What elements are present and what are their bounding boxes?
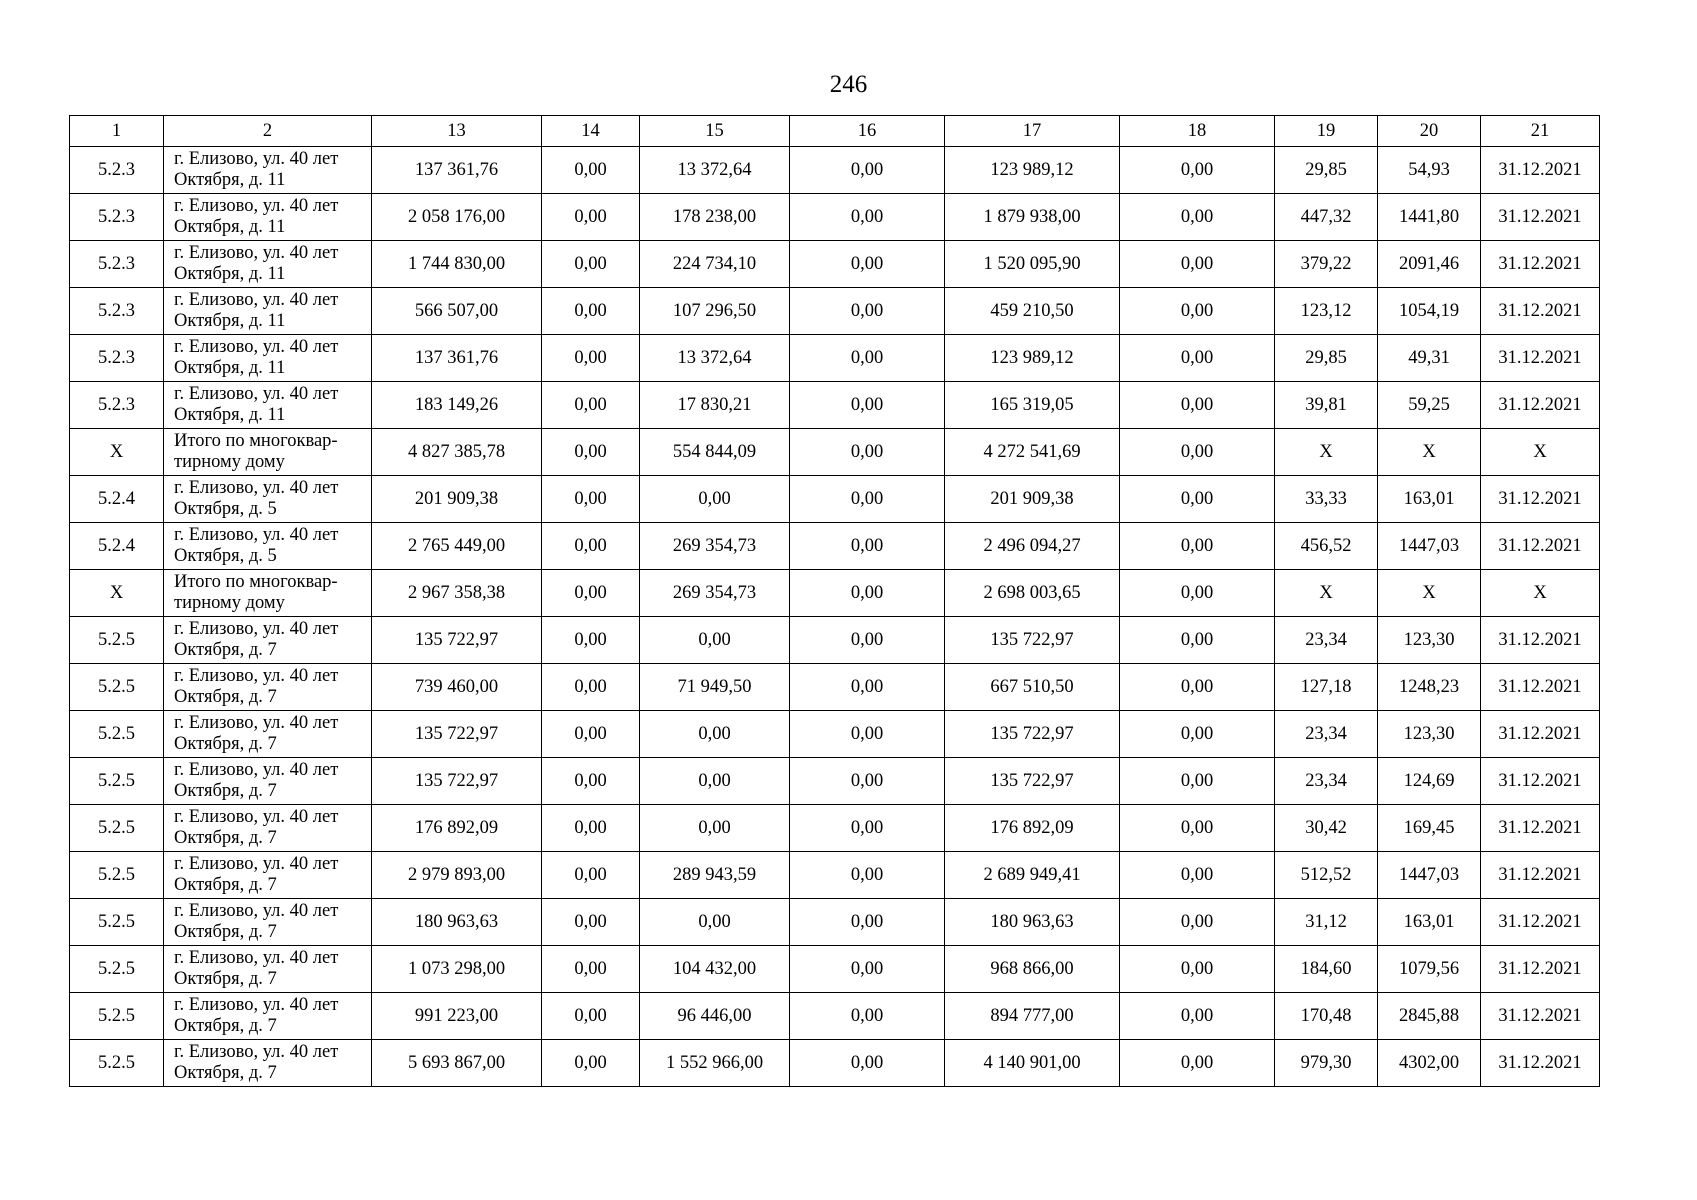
column-header: 13 xyxy=(372,116,542,147)
table-cell: 13 372,64 xyxy=(640,335,790,382)
table-cell: 269 354,73 xyxy=(640,570,790,617)
table-cell: 0,00 xyxy=(640,758,790,805)
table-cell: 31.12.2021 xyxy=(1481,241,1600,288)
table-cell: 0,00 xyxy=(542,617,640,664)
table-cell: 269 354,73 xyxy=(640,523,790,570)
column-header: 14 xyxy=(542,116,640,147)
table-cell: 5.2.5 xyxy=(70,664,164,711)
table-cell: 5.2.3 xyxy=(70,382,164,429)
table-cell: 0,00 xyxy=(542,241,640,288)
table-cell: 0,00 xyxy=(1120,147,1275,194)
table-cell: 31.12.2021 xyxy=(1481,946,1600,993)
table-cell: 135 722,97 xyxy=(372,711,542,758)
table-cell: X xyxy=(1275,570,1378,617)
table-cell: 5.2.3 xyxy=(70,147,164,194)
table-cell: 104 432,00 xyxy=(640,946,790,993)
table-cell: 0,00 xyxy=(790,852,945,899)
table-cell: 991 223,00 xyxy=(372,993,542,1040)
table-row xyxy=(70,664,1600,711)
table-cell: 135 722,97 xyxy=(372,617,542,664)
table-cell: 0,00 xyxy=(1120,711,1275,758)
table-cell: 0,00 xyxy=(542,335,640,382)
table-row xyxy=(70,382,1600,429)
table-cell: 2 058 176,00 xyxy=(372,194,542,241)
table-cell: 0,00 xyxy=(542,711,640,758)
table-row xyxy=(70,993,1600,1040)
address-cell: Итого по многоквар- тирному дому xyxy=(164,570,372,617)
table-cell: 176 892,09 xyxy=(945,805,1120,852)
table-cell: 0,00 xyxy=(790,899,945,946)
column-header: 21 xyxy=(1481,116,1600,147)
table-cell: 71 949,50 xyxy=(640,664,790,711)
table-cell: 31.12.2021 xyxy=(1481,476,1600,523)
table-cell: 1054,19 xyxy=(1378,288,1481,335)
table-cell: 0,00 xyxy=(1120,664,1275,711)
table-cell: 0,00 xyxy=(542,194,640,241)
table-cell: 0,00 xyxy=(1120,194,1275,241)
address-cell: г. Елизово, ул. 40 лет Октября, д. 5 xyxy=(164,523,372,570)
table-cell: 31.12.2021 xyxy=(1481,993,1600,1040)
table-row xyxy=(70,899,1600,946)
address-cell: г. Елизово, ул. 40 лет Октября, д. 11 xyxy=(164,147,372,194)
address-cell: г. Елизово, ул. 40 лет Октября, д. 11 xyxy=(164,241,372,288)
table-cell: 183 149,26 xyxy=(372,382,542,429)
table-cell: 0,00 xyxy=(542,382,640,429)
table-cell: 169,45 xyxy=(1378,805,1481,852)
table-cell: 201 909,38 xyxy=(945,476,1120,523)
table-cell: 554 844,09 xyxy=(640,429,790,476)
table-cell: 1447,03 xyxy=(1378,523,1481,570)
table-cell: 0,00 xyxy=(790,288,945,335)
address-cell: г. Елизово, ул. 40 лет Октября, д. 7 xyxy=(164,852,372,899)
address-cell: г. Елизово, ул. 40 лет Октября, д. 11 xyxy=(164,382,372,429)
table-cell: 184,60 xyxy=(1275,946,1378,993)
table-cell: 2845,88 xyxy=(1378,993,1481,1040)
table-cell: 124,69 xyxy=(1378,758,1481,805)
table-cell: 165 319,05 xyxy=(945,382,1120,429)
table-row xyxy=(70,476,1600,523)
table-cell: 0,00 xyxy=(1120,429,1275,476)
table-cell: 0,00 xyxy=(1120,993,1275,1040)
table-cell: 107 296,50 xyxy=(640,288,790,335)
table-cell: 5.2.5 xyxy=(70,993,164,1040)
table-cell: 0,00 xyxy=(640,617,790,664)
column-header: 2 xyxy=(164,116,372,147)
table-row xyxy=(70,758,1600,805)
table-cell: 29,85 xyxy=(1275,335,1378,382)
table-cell: 1 073 298,00 xyxy=(372,946,542,993)
table-cell: X xyxy=(1378,570,1481,617)
table-cell: 1248,23 xyxy=(1378,664,1481,711)
table-cell: 0,00 xyxy=(790,617,945,664)
table-cell: 31.12.2021 xyxy=(1481,1040,1600,1087)
table-cell: 0,00 xyxy=(542,476,640,523)
table-cell: 170,48 xyxy=(1275,993,1378,1040)
table-cell: 4 827 385,78 xyxy=(372,429,542,476)
table-cell: 894 777,00 xyxy=(945,993,1120,1040)
table-row xyxy=(70,194,1600,241)
table-cell: 5.2.5 xyxy=(70,852,164,899)
table-cell: X xyxy=(1481,570,1600,617)
table-row xyxy=(70,429,1600,476)
table-cell: 135 722,97 xyxy=(945,758,1120,805)
table-cell: 1 879 938,00 xyxy=(945,194,1120,241)
table-cell: 5.2.5 xyxy=(70,1040,164,1087)
table-cell: 0,00 xyxy=(542,993,640,1040)
table-body xyxy=(70,116,1600,1087)
table-cell: 0,00 xyxy=(790,429,945,476)
table-row xyxy=(70,241,1600,288)
table-cell: 0,00 xyxy=(1120,805,1275,852)
table-cell: 1 552 966,00 xyxy=(640,1040,790,1087)
table-cell: 667 510,50 xyxy=(945,664,1120,711)
data-table xyxy=(69,115,1600,1087)
table-cell: 31.12.2021 xyxy=(1481,523,1600,570)
table-cell: 0,00 xyxy=(542,570,640,617)
table-cell: 5.2.5 xyxy=(70,617,164,664)
table-cell: 5.2.5 xyxy=(70,899,164,946)
table-cell: 459 210,50 xyxy=(945,288,1120,335)
table-cell: 0,00 xyxy=(542,946,640,993)
table-cell: 0,00 xyxy=(1120,946,1275,993)
table-row xyxy=(70,288,1600,335)
address-cell: г. Елизово, ул. 40 лет Октября, д. 7 xyxy=(164,993,372,1040)
table-cell: 5.2.5 xyxy=(70,758,164,805)
table-cell: 0,00 xyxy=(790,1040,945,1087)
table-cell: 5.2.5 xyxy=(70,805,164,852)
column-header: 20 xyxy=(1378,116,1481,147)
table-cell: 180 963,63 xyxy=(945,899,1120,946)
table-cell: 1 520 095,90 xyxy=(945,241,1120,288)
table-cell: 23,34 xyxy=(1275,711,1378,758)
table-cell: 0,00 xyxy=(790,194,945,241)
table-cell: 0,00 xyxy=(542,1040,640,1087)
table-cell: 0,00 xyxy=(542,147,640,194)
table-row xyxy=(70,852,1600,899)
table-cell: 5.2.5 xyxy=(70,946,164,993)
table-cell: 23,34 xyxy=(1275,617,1378,664)
table-cell: 178 238,00 xyxy=(640,194,790,241)
address-cell: г. Елизово, ул. 40 лет Октября, д. 7 xyxy=(164,711,372,758)
table-cell: 135 722,97 xyxy=(945,711,1120,758)
table-cell: 0,00 xyxy=(790,946,945,993)
table-cell: 0,00 xyxy=(542,664,640,711)
table-cell: 0,00 xyxy=(790,758,945,805)
table-cell: 31.12.2021 xyxy=(1481,335,1600,382)
table-cell: 2 765 449,00 xyxy=(372,523,542,570)
address-cell: г. Елизово, ул. 40 лет Октября, д. 11 xyxy=(164,194,372,241)
table-cell: 135 722,97 xyxy=(945,617,1120,664)
table-cell: 0,00 xyxy=(1120,241,1275,288)
table-cell: 5.2.3 xyxy=(70,194,164,241)
page-number: 246 xyxy=(829,71,868,98)
table-cell: 123 989,12 xyxy=(945,147,1120,194)
table-cell: 0,00 xyxy=(1120,335,1275,382)
table-cell: 123 989,12 xyxy=(945,335,1120,382)
table-cell: 0,00 xyxy=(790,711,945,758)
column-header: 19 xyxy=(1275,116,1378,147)
table-cell: 1079,56 xyxy=(1378,946,1481,993)
table-cell: 31.12.2021 xyxy=(1481,852,1600,899)
table-cell: 123,12 xyxy=(1275,288,1378,335)
table-cell: 180 963,63 xyxy=(372,899,542,946)
table-cell: 0,00 xyxy=(790,570,945,617)
address-cell: г. Елизово, ул. 40 лет Октября, д. 7 xyxy=(164,805,372,852)
table-cell: 39,81 xyxy=(1275,382,1378,429)
table-cell: 0,00 xyxy=(1120,617,1275,664)
table-cell: 135 722,97 xyxy=(372,758,542,805)
address-cell: г. Елизово, ул. 40 лет Октября, д. 5 xyxy=(164,476,372,523)
column-header: 1 xyxy=(70,116,164,147)
table-cell: 0,00 xyxy=(790,335,945,382)
table-cell: 2 979 893,00 xyxy=(372,852,542,899)
table-cell: 0,00 xyxy=(640,476,790,523)
table-cell: 5.2.5 xyxy=(70,711,164,758)
table-cell: 2 496 094,27 xyxy=(945,523,1120,570)
address-cell: Итого по многоквар- тирному дому xyxy=(164,429,372,476)
table-cell: 31.12.2021 xyxy=(1481,664,1600,711)
table-cell: 512,52 xyxy=(1275,852,1378,899)
table-cell: 23,34 xyxy=(1275,758,1378,805)
table-cell: 17 830,21 xyxy=(640,382,790,429)
table-row xyxy=(70,805,1600,852)
table-row xyxy=(70,1040,1600,1087)
table-cell: 0,00 xyxy=(542,852,640,899)
table-cell: 1447,03 xyxy=(1378,852,1481,899)
table-cell: 0,00 xyxy=(1120,899,1275,946)
address-cell: г. Елизово, ул. 40 лет Октября, д. 11 xyxy=(164,335,372,382)
column-header: 16 xyxy=(790,116,945,147)
table-cell: 968 866,00 xyxy=(945,946,1120,993)
table-cell: 0,00 xyxy=(790,993,945,1040)
table-cell: 5.2.3 xyxy=(70,335,164,382)
table-cell: 0,00 xyxy=(1120,523,1275,570)
table-cell: 0,00 xyxy=(1120,1040,1275,1087)
table-cell: 2 698 003,65 xyxy=(945,570,1120,617)
table-cell: 163,01 xyxy=(1378,476,1481,523)
table-cell: 5.2.3 xyxy=(70,241,164,288)
table-cell: 31,12 xyxy=(1275,899,1378,946)
table-cell: 30,42 xyxy=(1275,805,1378,852)
table-cell: 979,30 xyxy=(1275,1040,1378,1087)
table-cell: 2091,46 xyxy=(1378,241,1481,288)
table-cell: 0,00 xyxy=(640,711,790,758)
table-cell: 137 361,76 xyxy=(372,147,542,194)
table-cell: 739 460,00 xyxy=(372,664,542,711)
table-cell: 5.2.4 xyxy=(70,523,164,570)
table-row xyxy=(70,335,1600,382)
table-cell: 31.12.2021 xyxy=(1481,288,1600,335)
table-cell: 31.12.2021 xyxy=(1481,711,1600,758)
table-row xyxy=(70,570,1600,617)
table-cell: 31.12.2021 xyxy=(1481,899,1600,946)
table-cell: 224 734,10 xyxy=(640,241,790,288)
table-cell: X xyxy=(1378,429,1481,476)
table-cell: 2 689 949,41 xyxy=(945,852,1120,899)
table-cell: 0,00 xyxy=(790,241,945,288)
table-cell: 2 967 358,38 xyxy=(372,570,542,617)
address-cell: г. Елизово, ул. 40 лет Октября, д. 7 xyxy=(164,899,372,946)
table-cell: 0,00 xyxy=(790,523,945,570)
table-cell: 0,00 xyxy=(790,147,945,194)
table-cell: 4 272 541,69 xyxy=(945,429,1120,476)
table-cell: 4302,00 xyxy=(1378,1040,1481,1087)
table-cell: 0,00 xyxy=(1120,476,1275,523)
table-cell: 0,00 xyxy=(790,664,945,711)
table-cell: X xyxy=(1481,429,1600,476)
table-cell: 54,93 xyxy=(1378,147,1481,194)
address-cell: г. Елизово, ул. 40 лет Октября, д. 7 xyxy=(164,946,372,993)
table-cell: 0,00 xyxy=(1120,288,1275,335)
table-cell: 49,31 xyxy=(1378,335,1481,382)
table-row xyxy=(70,617,1600,664)
table-cell: 0,00 xyxy=(542,429,640,476)
address-cell: г. Елизово, ул. 40 лет Октября, д. 7 xyxy=(164,758,372,805)
table-cell: 1 744 830,00 xyxy=(372,241,542,288)
table-cell: 0,00 xyxy=(640,805,790,852)
table-cell: 31.12.2021 xyxy=(1481,382,1600,429)
table-cell: 0,00 xyxy=(542,758,640,805)
table-cell: 31.12.2021 xyxy=(1481,194,1600,241)
table-cell: 201 909,38 xyxy=(372,476,542,523)
table-cell: 1441,80 xyxy=(1378,194,1481,241)
table-cell: 31.12.2021 xyxy=(1481,758,1600,805)
table-cell: 0,00 xyxy=(1120,570,1275,617)
table-cell: 13 372,64 xyxy=(640,147,790,194)
table-cell: 0,00 xyxy=(542,523,640,570)
address-cell: г. Елизово, ул. 40 лет Октября, д. 7 xyxy=(164,617,372,664)
table-cell: 123,30 xyxy=(1378,617,1481,664)
table-cell: 456,52 xyxy=(1275,523,1378,570)
table-cell: 0,00 xyxy=(1120,758,1275,805)
table-cell: 0,00 xyxy=(790,476,945,523)
table-cell: 163,01 xyxy=(1378,899,1481,946)
address-cell: г. Елизово, ул. 40 лет Октября, д. 7 xyxy=(164,1040,372,1087)
table-cell: 0,00 xyxy=(1120,382,1275,429)
table-cell: 0,00 xyxy=(640,899,790,946)
table-cell: 289 943,59 xyxy=(640,852,790,899)
table-cell: 5.2.4 xyxy=(70,476,164,523)
table-cell: 59,25 xyxy=(1378,382,1481,429)
table-cell: 5 693 867,00 xyxy=(372,1040,542,1087)
table-cell: 0,00 xyxy=(790,805,945,852)
table-cell: 33,33 xyxy=(1275,476,1378,523)
column-header: 15 xyxy=(640,116,790,147)
table-cell: 0,00 xyxy=(790,382,945,429)
table-cell: 31.12.2021 xyxy=(1481,805,1600,852)
table-cell: 379,22 xyxy=(1275,241,1378,288)
table-cell: 566 507,00 xyxy=(372,288,542,335)
table-cell: 5.2.3 xyxy=(70,288,164,335)
table-cell: X xyxy=(1275,429,1378,476)
table-cell: 127,18 xyxy=(1275,664,1378,711)
table-cell: X xyxy=(70,429,164,476)
table-cell: 447,32 xyxy=(1275,194,1378,241)
table-cell: 31.12.2021 xyxy=(1481,147,1600,194)
table-cell: X xyxy=(70,570,164,617)
table-cell: 0,00 xyxy=(1120,852,1275,899)
table-cell: 137 361,76 xyxy=(372,335,542,382)
table-cell: 96 446,00 xyxy=(640,993,790,1040)
table-cell: 0,00 xyxy=(542,899,640,946)
address-cell: г. Елизово, ул. 40 лет Октября, д. 11 xyxy=(164,288,372,335)
table-row xyxy=(70,946,1600,993)
table-cell: 29,85 xyxy=(1275,147,1378,194)
column-header: 17 xyxy=(945,116,1120,147)
address-cell: г. Елизово, ул. 40 лет Октября, д. 7 xyxy=(164,664,372,711)
table-cell: 123,30 xyxy=(1378,711,1481,758)
column-header: 18 xyxy=(1120,116,1275,147)
table-row xyxy=(70,523,1600,570)
table-cell: 176 892,09 xyxy=(372,805,542,852)
table-cell: 4 140 901,00 xyxy=(945,1040,1120,1087)
table-cell: 0,00 xyxy=(542,288,640,335)
table-row xyxy=(70,147,1600,194)
table-cell: 31.12.2021 xyxy=(1481,617,1600,664)
table-row xyxy=(70,711,1600,758)
table-cell: 0,00 xyxy=(542,805,640,852)
header-row xyxy=(70,116,1600,147)
